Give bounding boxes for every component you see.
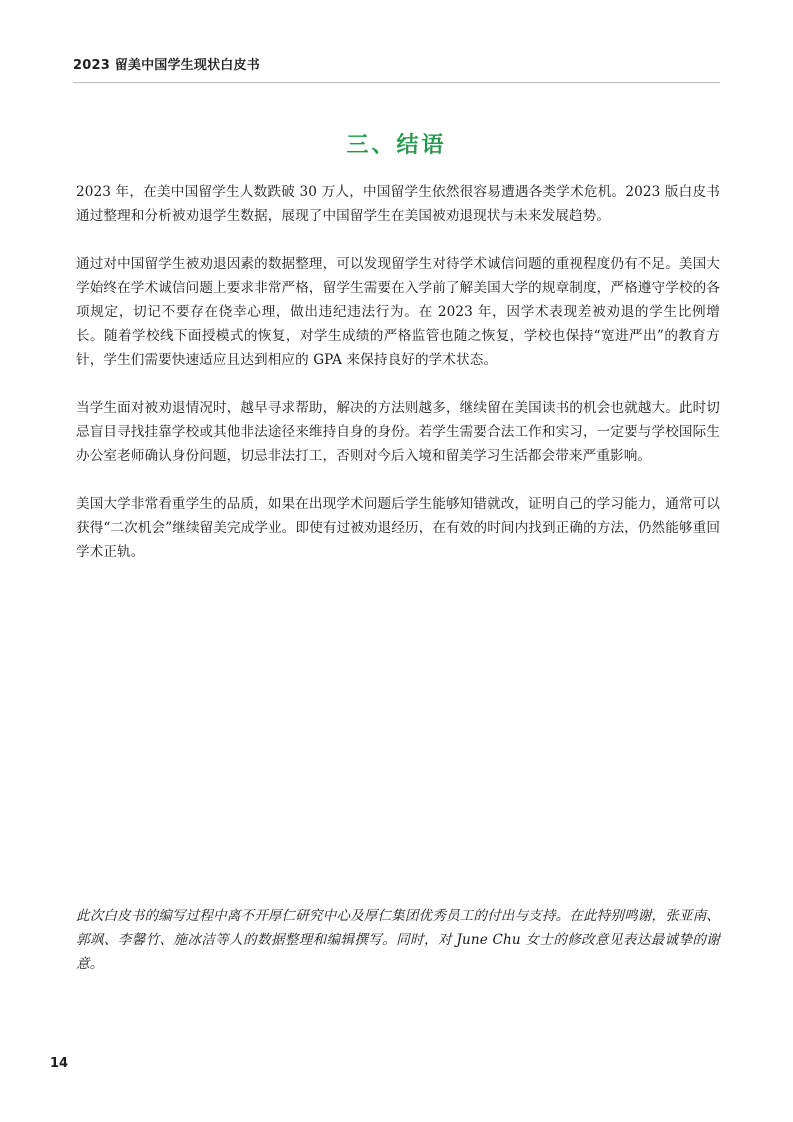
header-divider [73,82,720,83]
paragraph-4: 美国大学非常看重学生的品质，如果在出现学术问题后学生能够知错就改，证明自己的学习能力，通常可以获得“二次机会”继续留美完成学业。即使有过被劝退经历，在有效的时间内找到正确的方法，仍然能够重回学术正轨。 [76,496,721,560]
body-text [76,180,720,588]
document-header-title: 2023 留美中国学生现状白皮书 [73,58,260,73]
paragraph-1: 2023 年，在美中国留学生人数跌破 30 万人，中国留学生依然很容易遭遇各类学术危机。2023 版白皮书通过整理和分析被劝退学生数据，展现了中国留学生在美国被劝退现状与未来发展趋势。 [76,184,720,224]
page-number: 14 [50,1056,69,1071]
section-title: 三、结语 [346,133,447,158]
acknowledgement-text: 此次白皮书的编写过程中离不开厚仁研究中心及厚仁集团优秀员工的付出与支持。在此特别鸣谢，张亚南、郭飒、李馨竹、施冰洁等人的数据整理和编辑撰写。同时，对 June Chu 女士的修改意见表达最诚挚的谢意。 [76,908,720,972]
paragraph-3: 当学生面对被劝退情况时，越早寻求帮助，解决的方法则越多，继续留在美国读书的机会也就越大。此时切忌盲目寻找挂靠学校或其他非法途径来维持自身的身份。若学生需要合法工作和实习，一定要与学校国际生办公室老师确认身份问题，切忌非法打工，否则对今后入境和留美学习生活都会带来严重影响。 [76,400,720,464]
paragraph-2: 通过对中国留学生被劝退因素的数据整理，可以发现留学生对待学术诚信问题的重视程度仍有不足。美国大学始终在学术诚信问题上要求非常严格，留学生需要在入学前了解美国大学的规章制度，严格遵守学校的各项规定，切记不要存在侥幸心理，做出违纪违法行为。在 2023 年，因学术表现差被劝退的学生比例增长。随着学校线下面授模式的恢复，对学生成绩的严格监管也随之恢复，学校也保持“宽进严出”的教育方针，学生们需要快速适应且达到相应的 GPA 来保持良好的学术状态。 [76,256,720,368]
